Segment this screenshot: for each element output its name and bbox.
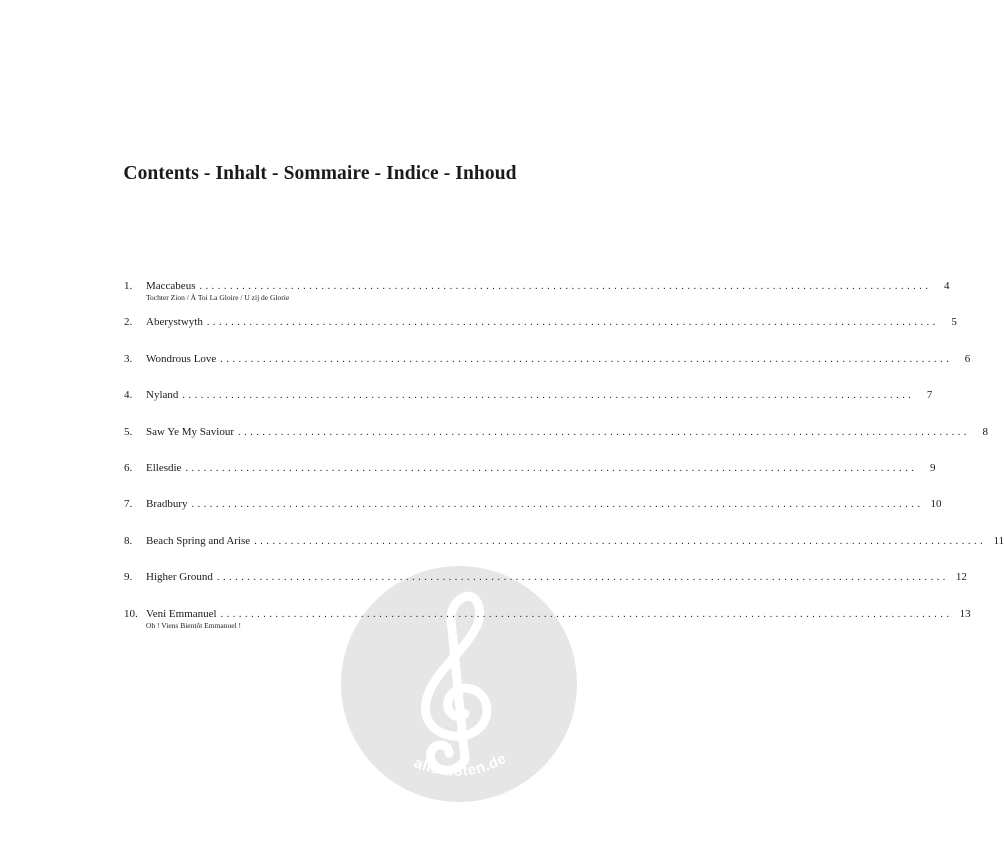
entry-subtitle: Oh ! Viens Bientôt Emmanuel ! — [146, 620, 242, 630]
entry-page-number: 6 — [964, 352, 971, 365]
entry-title: Higher Ground — [146, 571, 213, 584]
dot-leader: ........................................................................................................................ — [185, 462, 918, 474]
dot-leader: ........................................................................................................................ — [220, 608, 953, 620]
dot-leader: ........................................................................................................................ — [220, 353, 953, 365]
entry-page-number: 10 — [930, 498, 942, 511]
entry-number: 10. — [124, 607, 138, 620]
toc-entry — [124, 425, 989, 462]
entry-page-number: 8 — [982, 425, 989, 438]
entry-page-number: 4 — [943, 280, 950, 292]
entry-page-number: 7 — [926, 389, 933, 402]
entry-title: Aberystwyth — [146, 316, 203, 329]
entry-title: Ellesdie — [146, 461, 182, 474]
entry-page-number: 5 — [951, 316, 957, 329]
entry-number: 9. — [124, 571, 133, 584]
entry-page-number: 13 — [959, 607, 971, 620]
toc-entry — [124, 280, 950, 316]
watermark-text: alle-noten.de — [411, 750, 510, 780]
dot-leader: ........................................................................................................................ — [238, 426, 971, 438]
entry-number: 4. — [124, 389, 133, 402]
toc-entry — [124, 498, 942, 534]
entry-number: 7. — [124, 498, 133, 511]
entry-number: 2. — [124, 316, 133, 329]
entry-number: 5. — [124, 425, 133, 438]
entry-title: Wondrous Love — [146, 352, 217, 365]
entry-page-number: 9 — [929, 461, 936, 474]
dot-leader: ........................................................................................................................ — [206, 317, 939, 329]
dot-leader: ........................................................................................................................ — [199, 281, 932, 292]
entry-number: 8. — [124, 534, 133, 547]
dot-leader: ........................................................................................................................ — [191, 499, 924, 511]
toc-entry — [124, 461, 936, 498]
toc-entry — [124, 352, 971, 389]
toc-entry — [124, 571, 967, 607]
toc-entry — [124, 534, 1004, 571]
entry-page-number: 11 — [993, 534, 1004, 547]
dot-leader: ........................................................................................................................ — [254, 535, 987, 547]
toc-entry — [124, 316, 957, 352]
entry-title: Saw Ye My Saviour — [146, 425, 235, 438]
entry-title: Beach Spring and Arise — [146, 534, 251, 547]
dot-leader: ........................................................................................................................ — [216, 572, 949, 584]
toc-entry — [124, 607, 971, 644]
entry-title: Nyland — [146, 389, 179, 402]
table-of-contents — [124, 280, 1004, 644]
entry-title: Veni Emmanuel — [146, 607, 217, 620]
entry-number: 3. — [124, 352, 133, 365]
entry-title: Bradbury — [146, 498, 188, 511]
page-title: Contents - Inhalt - Sommaire - Indice - Inhoud — [123, 163, 517, 185]
entry-subtitle: Tochter Zion / À Toi La Gloire / U zij de Glorie — [146, 293, 290, 302]
dot-leader: ........................................................................................................................ — [182, 390, 915, 402]
toc-entry — [124, 389, 933, 425]
entry-number: 6. — [124, 461, 133, 474]
entry-title: Maccabeus — [146, 280, 196, 292]
entry-page-number: 12 — [955, 571, 967, 584]
entry-number: 1. — [124, 280, 133, 292]
